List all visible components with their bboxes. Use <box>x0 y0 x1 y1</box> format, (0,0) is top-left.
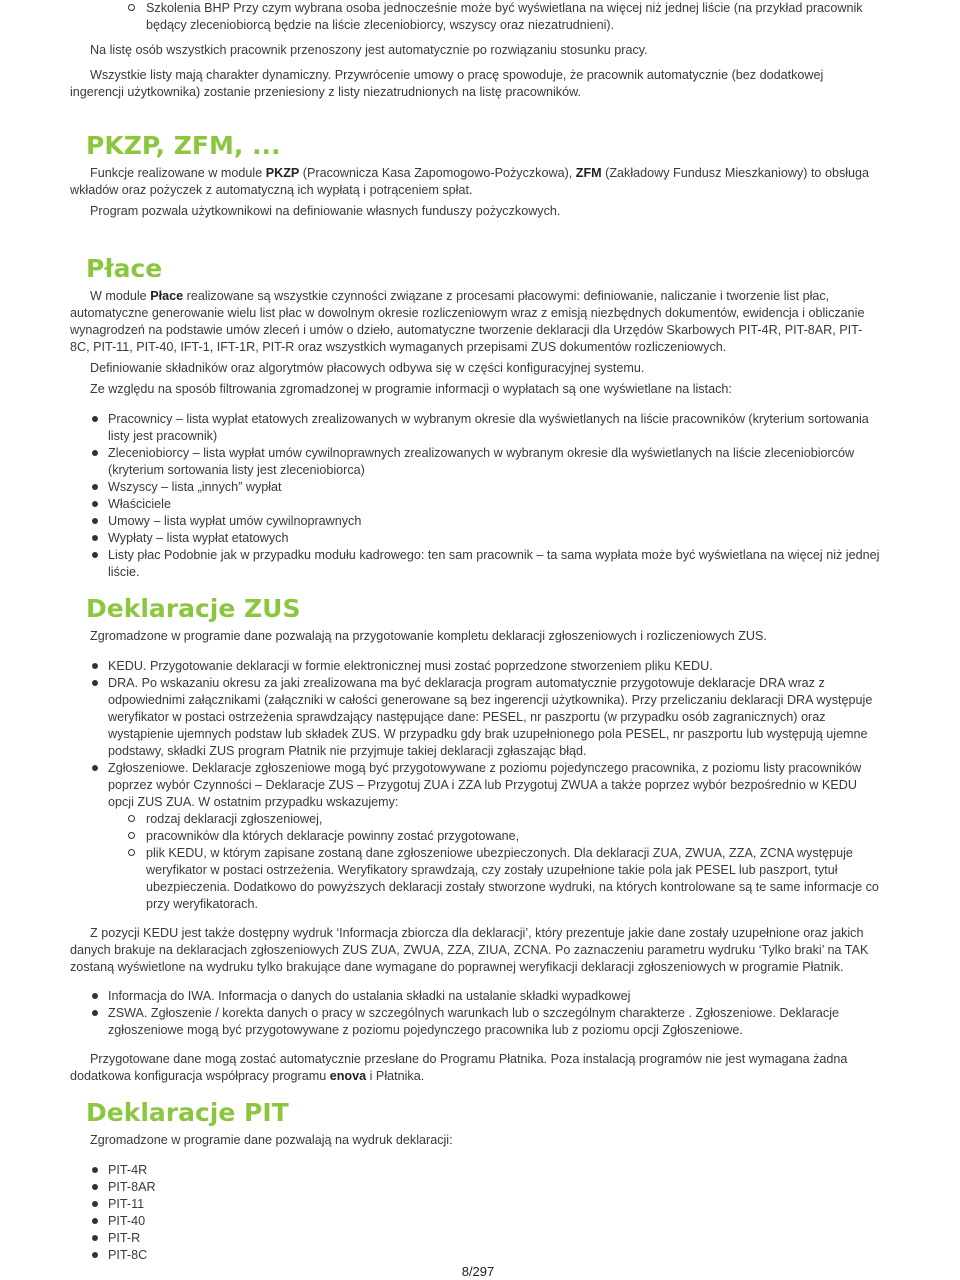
top-section <box>0 0 960 101</box>
paragraph: W module Płace realizowane są wszystkie czynności związane z procesami płacowymi: definiowanie, naliczanie i tworzenie list płac, automatyczne generowanie wielu list płac w dowolnym okresie rozliczeniowym wraz z emisją niezbędnych dokumentów, ewidencja i obliczanie wynagrodzeń na podstawie umów zleceń i umów o dzieło, automatyczne tworzenie deklaracji dla Urzędów Skarbowych PIT-4R, PIT-8AR, PIT-8C, PIT-11, PIT-40, IFT-1, IFT-1R, PIT-R oraz wszystkich wymaganych przepisami ZUS dokumentów rozliczeniowych. <box>70 289 865 354</box>
bullet-list <box>0 658 960 811</box>
list-item-text: ZSWA. Zgłoszenie / korekta danych o pracy w szczególnych warunkach lub o szczególnym charakterze . Zgłoszeniowe. Deklaracje zgłoszeniowe mogą być przygotowywane z poziomu pojedynczego pracownika lub z poziomu opcji Zgłoszeniowe. <box>108 1006 839 1037</box>
paragraph: Wszystkie listy mają charakter dynamiczny. Przywrócenie umowy o pracę spowoduje, że pracownik automatycznie (bez dodatkowej ingerencji użytkownika) zostanie przeniesiony z listy niezatrudnionych na listę pracowników. <box>70 68 824 99</box>
bullet-list <box>0 988 960 1039</box>
pkzp-section <box>0 131 960 220</box>
pit-section <box>0 1098 960 1264</box>
list-item-text: pracowników dla których deklaracje powinny zostać przygotowane, <box>146 829 520 843</box>
bullet-icon <box>92 663 98 669</box>
paragraph: Program pozwala użytkownikowi na definiowanie własnych funduszy pożyczkowych. <box>90 204 561 218</box>
bullet-icon <box>92 501 98 507</box>
list-item-text: Listy płac Podobnie jak w przypadku modułu kadrowego: ten sam pracownik – ta sama wypłata może być wyświetlana na więcej niż jednej liście. <box>108 548 880 579</box>
list-item-text: PIT-8AR <box>108 1180 156 1194</box>
list-item <box>0 845 960 913</box>
list-item <box>0 496 960 513</box>
list-item-text: Zgłoszeniowe. Deklaracje zgłoszeniowe mogą być przygotowywane z poziomu pojedynczego pracownika, z poziomu listy pracowników poprzez wybór Czynności – Deklaracje ZUS – Przygotuj ZUA i ZZA lub Przygotuj ZWUA a także poprzez wybór bezpośrednio w KEDU opcji ZUS ZUA. W ostatnim przypadku wskazujemy: <box>108 761 862 809</box>
bullet-icon <box>92 680 98 686</box>
paragraph: Ze względu na sposób filtrowania zgromadzonej w programie informacji o wypłatach są one wyświetlane na listach: <box>90 382 732 396</box>
list-item-text: rodzaj deklaracji zgłoszeniowej, <box>146 812 323 826</box>
list-item-text: KEDU. Przygotowanie deklaracji w formie elektronicznej musi zostać poprzedzone stworzeniem pliku KEDU. <box>108 659 713 673</box>
list-item <box>0 1213 960 1230</box>
list-item <box>0 658 960 675</box>
list-item-text: Właściciele <box>108 497 171 511</box>
list-item <box>0 1196 960 1213</box>
bullet-icon <box>92 1235 98 1241</box>
paragraph: Definiowanie składników oraz algorytmów płacowych odbywa się w części konfiguracyjnej systemu. <box>90 361 645 375</box>
bullet-list <box>0 1162 960 1264</box>
list-item <box>0 811 960 828</box>
list-item <box>0 988 960 1005</box>
bullet-icon <box>92 416 98 422</box>
list-item-text: PIT-4R <box>108 1163 148 1177</box>
bullet-icon <box>92 1201 98 1207</box>
section-heading: Deklaracje PIT <box>86 1098 289 1127</box>
list-item <box>0 513 960 530</box>
section-heading: Deklaracje ZUS <box>86 594 301 623</box>
page-number: 8/297 <box>461 1264 495 1279</box>
bullet-icon <box>92 765 98 771</box>
list-item-text: plik KEDU, w którym zapisane zostaną dane zgłoszeniowe ubezpieczonych. Dla deklaracji ZUA, ZWUA, ZZA, ZCNA występuje weryfikator w postaci ostrzeżenia. Weryfikatory sprawdzają, czy zostały uzupełnione takie pola jak PESEL lub paszport, tytuł ubezpieczenia. Dodatkowo do powyższych deklaracji zostały stworzone wydruki, na których kontrolowane są te same informacje co przy weryfikatorach. <box>146 846 879 911</box>
list-item <box>0 1162 960 1179</box>
list-item-text: Wszyscy – lista „innych” wypłat <box>108 480 282 494</box>
bullet-icon <box>92 1010 98 1016</box>
bullet-icon <box>92 1252 98 1258</box>
list-item <box>0 479 960 496</box>
zus-section <box>0 594 960 1085</box>
list-item-text: Umowy – lista wypłat umów cywilnoprawnych <box>108 514 362 528</box>
list-item-text: PIT-8C <box>108 1248 148 1262</box>
list-item <box>0 1247 960 1264</box>
bullet-icon <box>92 484 98 490</box>
list-item-text: Informacja do IWA. Informacja o danych do ustalania składki na ustalanie składki wypadkowej <box>108 989 631 1003</box>
bullet-icon <box>92 450 98 456</box>
section-heading: PKZP, ZFM, ... <box>86 131 281 160</box>
list-item-text: Zleceniobiorcy – lista wypłat umów cywilnoprawnych zrealizowanych w wybranym okresie dla wyświetlanych na liście zleceniobiorców (kryterium sortowania listy jest zleceniobiorca) <box>108 446 855 477</box>
bullet-icon <box>92 1184 98 1190</box>
bullet-icon <box>92 518 98 524</box>
bullet-icon <box>92 1167 98 1173</box>
list-item <box>0 530 960 547</box>
list-item <box>0 1230 960 1247</box>
list-item <box>0 0 960 34</box>
paragraph: Zgromadzone w programie dane pozwalają na wydruk deklaracji: <box>90 1133 453 1147</box>
bullet-icon <box>92 1218 98 1224</box>
bullet-icon <box>92 552 98 558</box>
list-item <box>0 445 960 479</box>
list-item <box>0 411 960 445</box>
list-item-text: PIT-40 <box>108 1214 146 1228</box>
list-item <box>0 1179 960 1196</box>
list-item-text: Szkolenia BHP Przy czym wybrana osoba jednocześnie może być wyświetlana na więcej niż jednej liście (na przykład pracownik będący zleceniobiorcą będzie na liście zleceniobiorcy, wszyscy oraz niezatrudnieni). <box>146 1 863 32</box>
list-item <box>0 675 960 760</box>
circle-bullet-icon <box>128 832 135 839</box>
section-heading: Płace <box>86 254 163 283</box>
list-item <box>0 1005 960 1039</box>
circle-bullet-icon <box>128 815 135 822</box>
bullet-list <box>0 411 960 581</box>
nested-list <box>0 811 960 913</box>
paragraph: Na listę osób wszystkich pracownik przenoszony jest automatycznie po rozwiązaniu stosunku pracy. <box>90 43 648 57</box>
paragraph: Funkcje realizowane w module PKZP (Pracownicza Kasa Zapomogowo-Pożyczkowa), ZFM (Zakładowy Fundusz Mieszkaniowy) to obsługa wkładów oraz pożyczek z automatyczną ich wypłatą i potrąceniem spłat. <box>70 166 870 197</box>
list-item-text: PIT-R <box>108 1231 141 1245</box>
list-item-text: DRA. Po wskazaniu okresu za jaki zrealizowana ma być deklaracja program automatycznie przygotowuje deklaracje DRA wraz z odpowiednimi załącznikami (załączniki w całości generowane są bez ingerencji użytkownika). Przy przeliczaniu deklaracji DRA występuje weryfikator w postaci ostrzeżenia sprawdzający następujące dane: PESEL, nr paszportu (w przypadku osób zagranicznych) oraz wystąpienie ujemnych podstaw lub składek ZUS. W przypadku gdy brak uzupełnionego pola PESEL, nr paszportu lub występują ujemne podstawy, składki ZUS program Płatnik nie przyjmuje takiej deklaracji zgłaszając błąd. <box>108 676 873 758</box>
paragraph: Przygotowane dane mogą zostać automatycznie przesłane do Programu Płatnika. Poza instalacją programów nie jest wymagana żadna dodatkowa konfiguracja współpracy programu enova i Płatnika. <box>70 1052 848 1083</box>
paragraph: Zgromadzone w programie dane pozwalają na przygotowanie kompletu deklaracji zgłoszeniowych i rozliczeniowych ZUS. <box>90 629 767 643</box>
list-item <box>0 828 960 845</box>
list-item <box>0 547 960 581</box>
bullet-icon <box>92 535 98 541</box>
paragraph: Z pozycji KEDU jest także dostępny wydruk ‘Informacja zbiorcza dla deklaracji’, który prezentuje jakie dane zostały uzupełnione oraz jakich danych brakuje na deklaracjach zgłoszeniowych ZUS ZUA, ZWUA, ZZA, ZIUA, ZCNA. Po zaznaczeniu parametru wydruku ‘Tylko braki’ na TAK zostaną wyświetlone na wydruku tylko brakujące dane wymagane do poprawnej weryfikacji deklaracji zgłoszeniowych w programie Płatnik. <box>70 926 869 974</box>
place-section <box>0 254 960 581</box>
circle-bullet-icon <box>128 4 135 11</box>
bullet-icon <box>92 993 98 999</box>
list-item <box>0 760 960 811</box>
list-item-text: Wypłaty – lista wypłat etatowych <box>108 531 289 545</box>
list-item-text: PIT-11 <box>108 1197 145 1211</box>
list-item-text: Pracownicy – lista wypłat etatowych zrealizowanych w wybranym okresie dla wyświetlanych na liście pracowników (kryterium sortowania listy jest pracownik) <box>108 412 869 443</box>
circle-bullet-icon <box>128 849 135 856</box>
